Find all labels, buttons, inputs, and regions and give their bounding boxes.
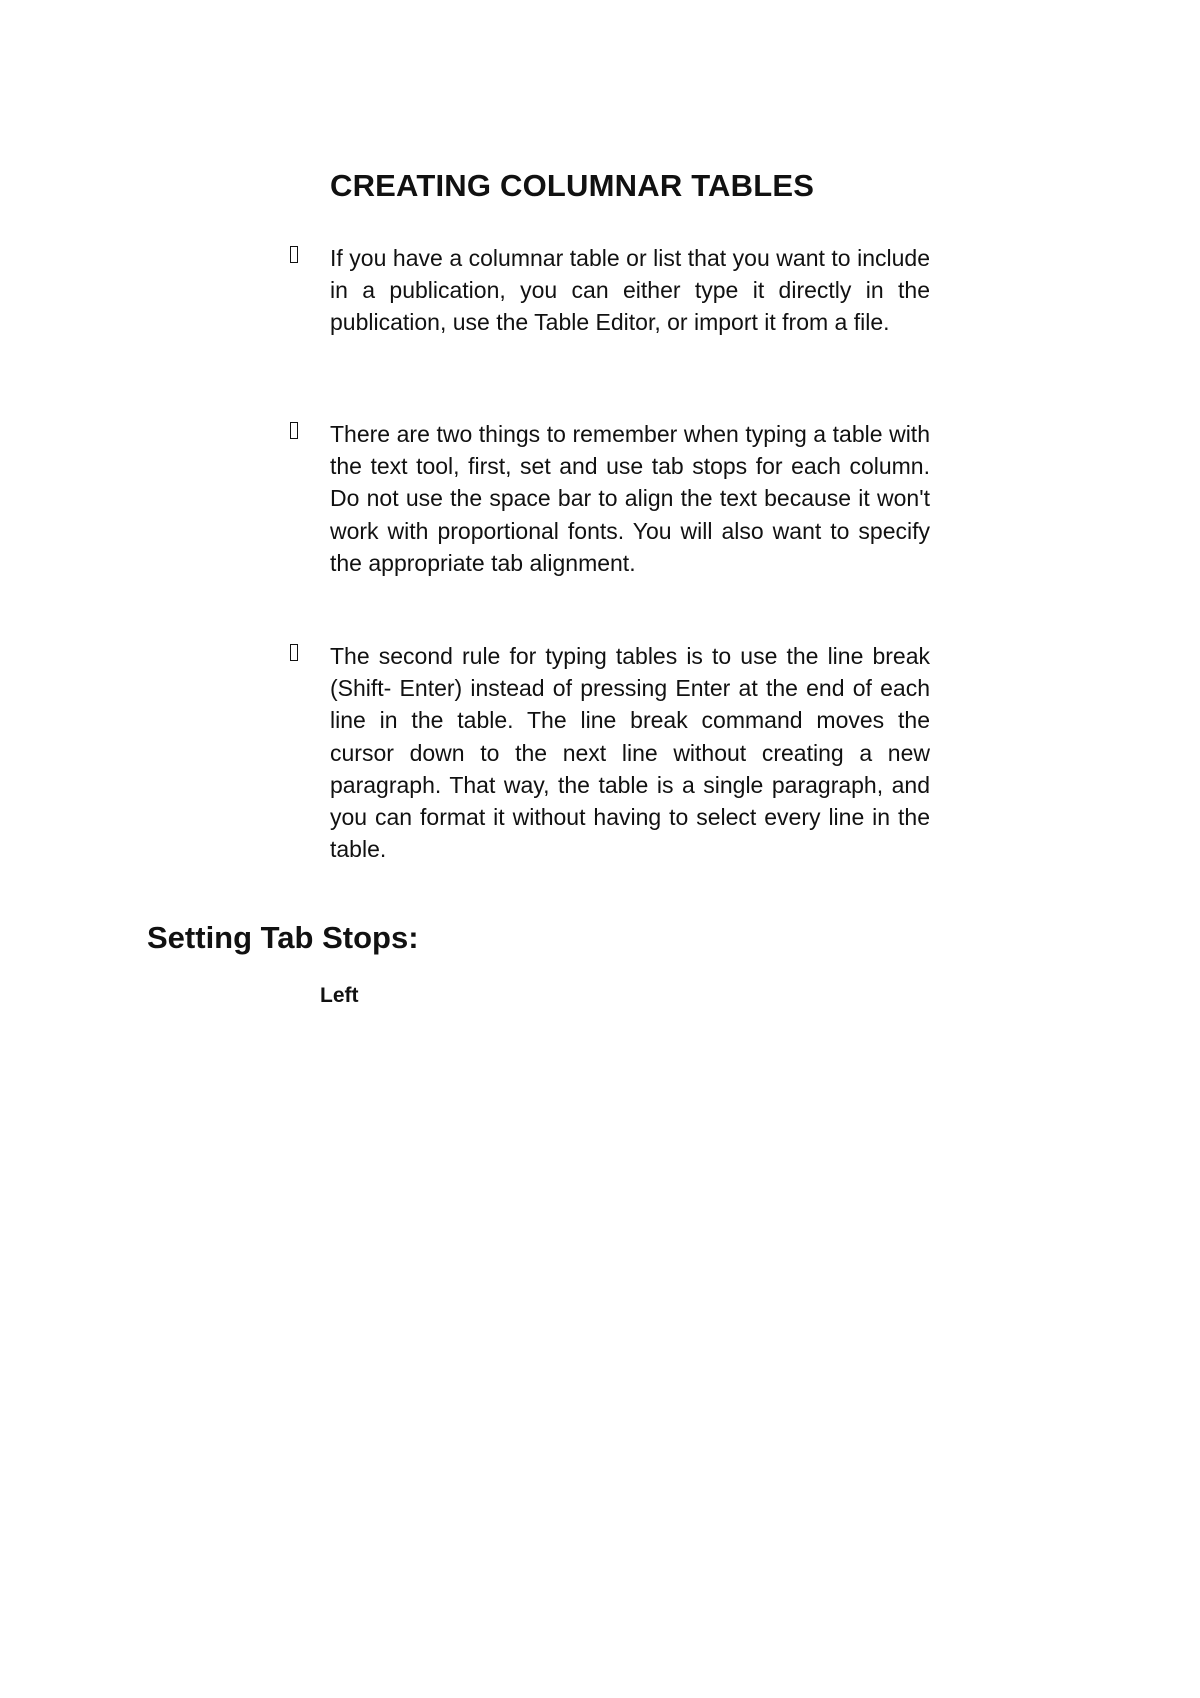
page-title: CREATING COLUMNAR TABLES: [330, 168, 815, 203]
list-item: [290, 640, 930, 865]
section-heading: Setting Tab Stops:: [147, 920, 419, 955]
list-item-text: The second rule for typing tables is to use the line break (Shift- Enter) instead of pressing Enter at the end of each line in the table. The line break command moves the cursor down to the next line without creating a new paragraph. That way, the table is a single paragraph, and you can format it without having to select every line in the table.: [330, 643, 930, 863]
square-bullet-icon: [290, 246, 298, 263]
list-item-text: If you have a columnar table or list that you want to include in a publication, you can either type it directly in the publication, use the Table Editor, or import it from a file.: [330, 245, 930, 336]
list-item: [290, 418, 930, 579]
tab-alignment-label: Left: [320, 984, 359, 1007]
square-bullet-icon: [290, 422, 298, 439]
list-item-text: There are two things to remember when typing a table with the text tool, first, set and use tab stops for each column. Do not use the space bar to align the text because it won't work with proportional fonts. You will also want to specify the appropriate tab alignment.: [330, 421, 930, 576]
square-bullet-icon: [290, 644, 298, 661]
list-item: [290, 242, 930, 339]
